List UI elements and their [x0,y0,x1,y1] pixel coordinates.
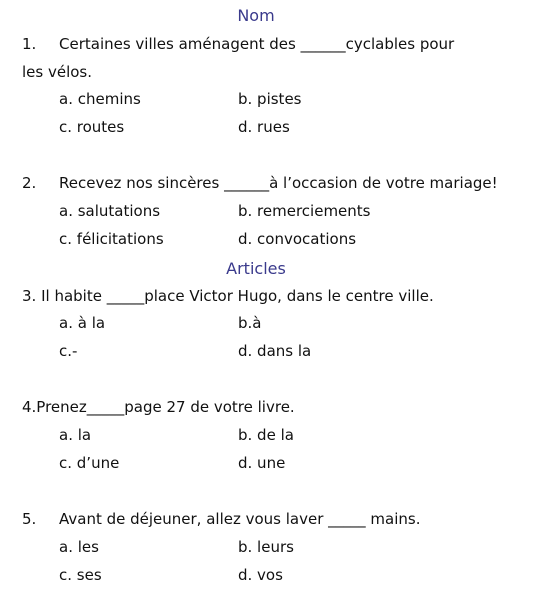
option-c[interactable]: c. d’une [59,454,120,472]
question-number: 2. [22,174,37,192]
option-c[interactable]: c.- [59,342,78,360]
option-d[interactable]: d. convocations [238,230,357,248]
question-number: 5. [22,510,37,528]
option-b[interactable]: b.à [238,314,262,332]
option-c[interactable]: c. félicitations [59,230,164,248]
option-d[interactable]: d. une [238,454,286,472]
question-number: 1. [22,35,37,53]
question-text: Avant de déjeuner, allez vous laver _____ mains. [59,510,421,528]
section-heading-nom: Nom [237,6,275,25]
question-text-continued: les vélos. [22,63,93,81]
option-d[interactable]: d. rues [238,118,290,136]
option-a[interactable]: a. chemins [59,90,141,108]
option-a[interactable]: a. salutations [59,202,161,220]
option-a[interactable]: a. la [59,426,92,444]
section-heading-articles: Articles [226,259,286,278]
question-text: 4.Prenez_____page 27 de votre livre. [22,398,295,416]
option-b[interactable]: b. de la [238,426,294,444]
option-d[interactable]: d. vos [238,566,283,584]
option-c[interactable]: c. ses [59,566,102,584]
option-d[interactable]: d. dans la [238,342,312,360]
question-text: Certaines villes aménagent des ______cyclables pour [59,35,455,53]
option-a[interactable]: a. à la [59,314,106,332]
option-c[interactable]: c. routes [59,118,125,136]
question-text: 3. Il habite _____place Victor Hugo, dans le centre ville. [22,287,434,305]
option-b[interactable]: b. leurs [238,538,294,556]
option-b[interactable]: b. remerciements [238,202,371,220]
option-a[interactable]: a. les [59,538,99,556]
option-b[interactable]: b. pistes [238,90,302,108]
question-text: Recevez nos sincères ______à l’occasion de votre mariage! [59,174,498,192]
